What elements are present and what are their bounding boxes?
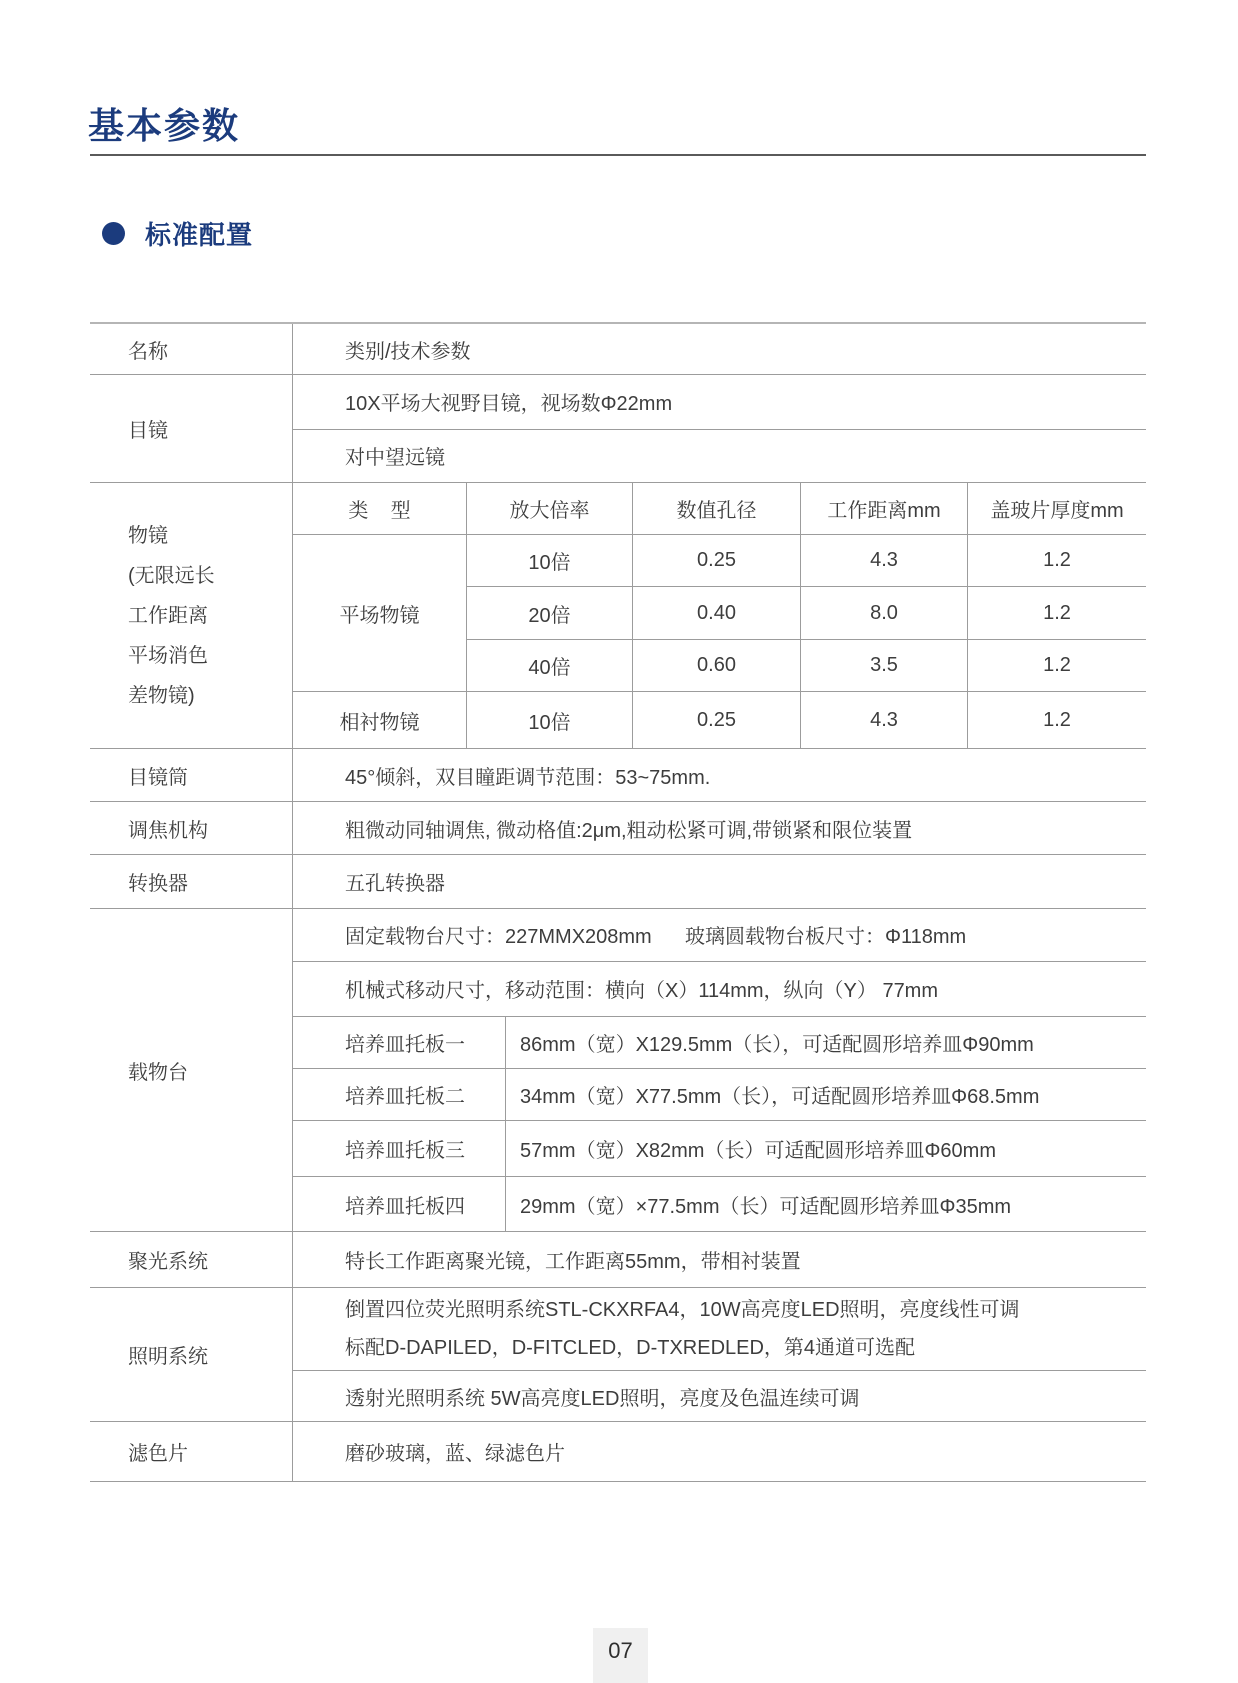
table-row-objective [90,483,1146,749]
row-value: 45°倾斜，双目瞳距调节范围：53~75mm. [345,766,711,789]
tray-name: 培养皿托板三 [293,1121,506,1176]
section-heading [102,215,253,252]
tray-name: 培养皿托板二 [293,1069,506,1121]
objective-cell: 4.3 [800,535,967,587]
objective-col-na: 数值孔径 [632,483,800,535]
row-label: 转换器 [90,855,293,908]
objective-sub-table [293,483,1146,748]
section-heading-label: 标准配置 [145,220,254,250]
row-label: 调焦机构 [90,802,293,854]
page-title: 基本参数 [88,105,241,146]
stage-tray-row-3 [293,1121,1146,1177]
objective-cell: 40倍 [466,640,632,692]
objective-cell: 1.2 [967,535,1146,587]
row-label: 滤色片 [90,1422,293,1481]
tray-value: 34mm（宽）X77.5mm（长），可适配圆形培养皿Φ68.5mm [520,1085,1040,1108]
illumination-fluorescence [293,1288,1146,1371]
spec-table [90,322,1146,1482]
stage-tray-row-2 [293,1069,1146,1122]
eyepiece-label: 目镜 [90,375,293,482]
objective-cell: 3.5 [800,640,967,692]
table-row-stage [90,909,1146,1232]
table-row-eyepiece-tube [90,749,1146,802]
stage-mechanical-range: 机械式移动尺寸，移动范围：横向（X）114mm，纵向（Y） 77mm [293,962,1146,1017]
tray-name: 培养皿托板四 [293,1177,506,1231]
table-row-condenser [90,1232,1146,1288]
illumination-fluorescence-line2: 标配D-DAPILED，D-FITCLED，D-TXREDLED，第4通道可选配 [345,1337,916,1360]
objective-cell: 0.25 [632,535,800,587]
title-divider [90,154,1146,156]
objective-label-line: 平场消色 [128,644,208,667]
objective-cell: 10倍 [466,535,632,587]
objective-cell: 0.60 [632,640,800,692]
illumination-label: 照明系统 [90,1288,293,1421]
objective-col-type: 类 型 [293,483,466,535]
objective-label-line: 工作距离 [128,604,208,627]
bullet-icon [102,222,125,245]
objective-phase-group-label: 相衬物镜 [339,712,420,734]
eyepiece-row-2: 对中望远镜 [345,447,445,470]
table-row-nosepiece [90,855,1146,909]
row-value: 特长工作距离聚光镜，工作距离55mm，带相衬装置 [345,1251,801,1273]
objective-col-working-distance: 工作距离mm [800,483,967,535]
objective-cell: 1.2 [967,587,1146,640]
objective-cell: 1.2 [967,692,1146,749]
page-number-text: 07 [608,1638,633,1663]
stage-tray-row-4 [293,1177,1146,1231]
page-number [593,1628,648,1683]
table-row-header [90,324,1146,375]
objective-cell: 20倍 [466,587,632,640]
table-row-eyepiece [90,375,1146,483]
illumination-transmitted: 透射光照明系统 5W高亮度LED照明，亮度及色温连续可调 [345,1387,860,1410]
stage-label: 载物台 [90,909,293,1231]
objective-col-magnification: 放大倍率 [466,483,632,535]
objective-cell: 8.0 [800,587,967,640]
objective-cell: 4.3 [800,692,967,749]
tray-value: 29mm（宽）×77.5mm（长）可适配圆形培养皿Φ35mm [520,1195,1012,1218]
objective-col-cover-glass: 盖玻片厚度mm [967,483,1146,535]
header-name-cell: 名称 [90,324,293,374]
objective-cell: 1.2 [967,640,1146,692]
objective-label [90,483,293,748]
row-label: 聚光系统 [90,1232,293,1287]
objective-label-line: (无限远长 [128,564,215,587]
eyepiece-row-1: 10X平场大视野目镜，视场数Φ22mm [293,375,1146,430]
objective-label-line: 物镜 [128,524,168,547]
objective-cell: 0.25 [632,692,800,749]
objective-cell: 0.40 [632,587,800,640]
table-row-illumination [90,1288,1146,1422]
tray-name: 培养皿托板一 [293,1017,506,1068]
table-row-filter [90,1422,1146,1482]
row-label: 目镜筒 [90,749,293,801]
illumination-fluorescence-line1: 倒置四位荧光照明系统STL-CKXRFA4，10W高亮度LED照明，亮度线性可调 [345,1299,1020,1322]
row-value: 粗微动同轴调焦, 微动格值:2μm,粗动松紧可调,带锁紧和限位装置 [345,819,913,842]
header-value-cell: 类别/技术参数 [345,340,471,363]
tray-value: 86mm（宽）X129.5mm（长），可适配圆形培养皿Φ90mm [520,1033,1034,1056]
row-value: 磨砂玻璃，蓝、绿滤色片 [345,1443,565,1465]
objective-cell: 10倍 [466,692,632,749]
row-value: 五孔转换器 [345,873,445,895]
stage-fixed-size: 固定载物台尺寸：227MMX208mm 玻璃圆载物台板尺寸：Φ118mm [293,909,1146,962]
objective-plan-group-label: 平场物镜 [293,535,466,692]
objective-label-line: 差物镜) [128,684,195,707]
tray-value: 57mm（宽）X82mm（长）可适配圆形培养皿Φ60mm [520,1140,996,1163]
table-row-focusing [90,802,1146,855]
stage-tray-row-1 [293,1017,1146,1069]
